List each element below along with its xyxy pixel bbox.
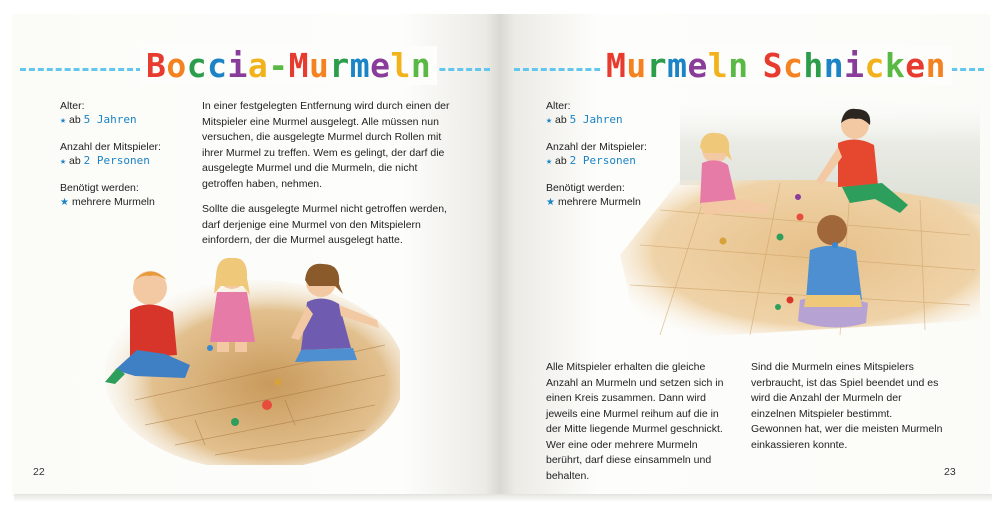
title-letter: u	[626, 46, 647, 85]
right-page-number: 23	[944, 466, 956, 478]
title-letter: M	[606, 46, 627, 85]
title-letter: h	[803, 46, 824, 85]
right-illustration-children-flicking-marbles	[620, 95, 980, 340]
title-letter: n	[925, 46, 946, 85]
title-letter: i	[844, 46, 865, 85]
marble	[797, 214, 804, 221]
right-paragraph-1: Alle Mitspieler erhalten die gleiche Anzahl an Murmeln und setzen sich in einen Kreis zusammen. Dann wird jeweils eine Murmel reihum auf die in der Mitte liegende Murmel geschnickt. Wer eine oder mehrere Murmeln berührt, darf diese einsammeln und behalten.	[546, 361, 724, 482]
info-label: Benötigt werden:	[60, 182, 139, 194]
marble	[720, 238, 727, 245]
marble	[832, 242, 838, 248]
marble	[262, 400, 272, 410]
title-letter: l	[390, 46, 411, 85]
title-letter: c	[783, 46, 804, 85]
title-letter: o	[166, 46, 187, 85]
left-page-number: 22	[33, 466, 45, 478]
title-letter: M	[288, 46, 309, 85]
page-bottom-shadow	[14, 494, 992, 502]
title-letter: -	[268, 46, 289, 85]
info-value: ★ mehrere Murmeln	[60, 196, 155, 208]
title-letter: c	[864, 46, 885, 85]
info-label: Benötigt werden:	[546, 182, 625, 194]
info-value: ★ ab 5 Jahren	[60, 113, 137, 126]
girl-pink-figure	[210, 258, 255, 352]
info-value: ★ ab 2 Personen	[546, 154, 636, 167]
title-letter: e	[905, 46, 926, 85]
star-icon: ★	[60, 197, 69, 208]
marble	[207, 345, 213, 351]
title-letter: i	[227, 46, 248, 85]
title-letter: a	[247, 46, 269, 85]
title-letter: n	[728, 46, 749, 85]
star-icon: ★	[60, 115, 67, 126]
left-body-text	[202, 99, 450, 259]
marble	[777, 234, 784, 241]
left-paragraph-2: Sollte die ausgelegte Murmel nicht getroffen werden, darf derjenige eine Murmel von den Mitspielern einfordern, der die Murmel ausgelegt hatte.	[202, 203, 447, 246]
star-icon: ★	[546, 197, 555, 208]
marble	[787, 297, 794, 304]
info-label: Alter:	[60, 100, 85, 112]
right-body-text-col1	[546, 360, 726, 494]
right-paragraph-2: Sind die Murmeln eines Mitspielers verbraucht, ist das Spiel beendet und es wird die Anzahl der Murmeln der einzelnen Mitspieler bestimmt. Gewonnen hat, wer die meisten Murmeln einkassieren konnte.	[751, 361, 943, 451]
title-letter: e	[687, 46, 708, 85]
star-icon: ★	[546, 156, 553, 167]
right-body-text-col2	[751, 360, 943, 463]
title-letter: l	[707, 46, 729, 85]
info-value: ★ ab 2 Personen	[60, 154, 150, 167]
info-label: Anzahl der Mitspieler:	[546, 141, 647, 153]
star-icon: ★	[60, 156, 67, 167]
star-icon: ★	[546, 115, 553, 126]
info-value: ★ mehrere Murmeln	[546, 196, 641, 208]
title-letter: c	[186, 46, 208, 85]
left-paragraph-1: In einer festgelegten Entfernung wird durch einen der Mitspieler eine Murmel ausgelegt. Alle müssen nun versuchen, die ausgelegte Murmel durch Rollen mit ihrer Murmel zu treffen. Wem es gelingt, der darf die ausgelegte Murmel und die Murmeln, die nicht getroffen haben, nehmen.	[202, 100, 450, 190]
marble	[275, 379, 282, 386]
title-letter: S	[762, 46, 783, 85]
title-letter: u	[309, 46, 330, 85]
title-letter: m	[349, 46, 371, 85]
left-info-box	[60, 99, 190, 222]
title-letter: n	[410, 46, 432, 85]
info-label: Anzahl der Mitspieler:	[60, 141, 161, 153]
title-letter: c	[207, 46, 228, 85]
left-page-title	[140, 46, 437, 85]
title-letter: n	[823, 46, 845, 85]
left-illustration-children-playing-marbles	[95, 250, 400, 465]
info-label: Alter:	[546, 100, 571, 112]
info-value: ★ ab 5 Jahren	[546, 113, 623, 126]
title-letter: e	[370, 46, 391, 85]
title-letter: B	[146, 46, 167, 85]
right-page-title	[600, 46, 952, 85]
title-letter: r	[329, 46, 350, 85]
title-letter: k	[884, 46, 906, 85]
marble	[795, 194, 801, 200]
title-letter: m	[667, 46, 688, 85]
marble	[775, 304, 781, 310]
marble	[231, 418, 239, 426]
title-letter: r	[646, 46, 668, 85]
